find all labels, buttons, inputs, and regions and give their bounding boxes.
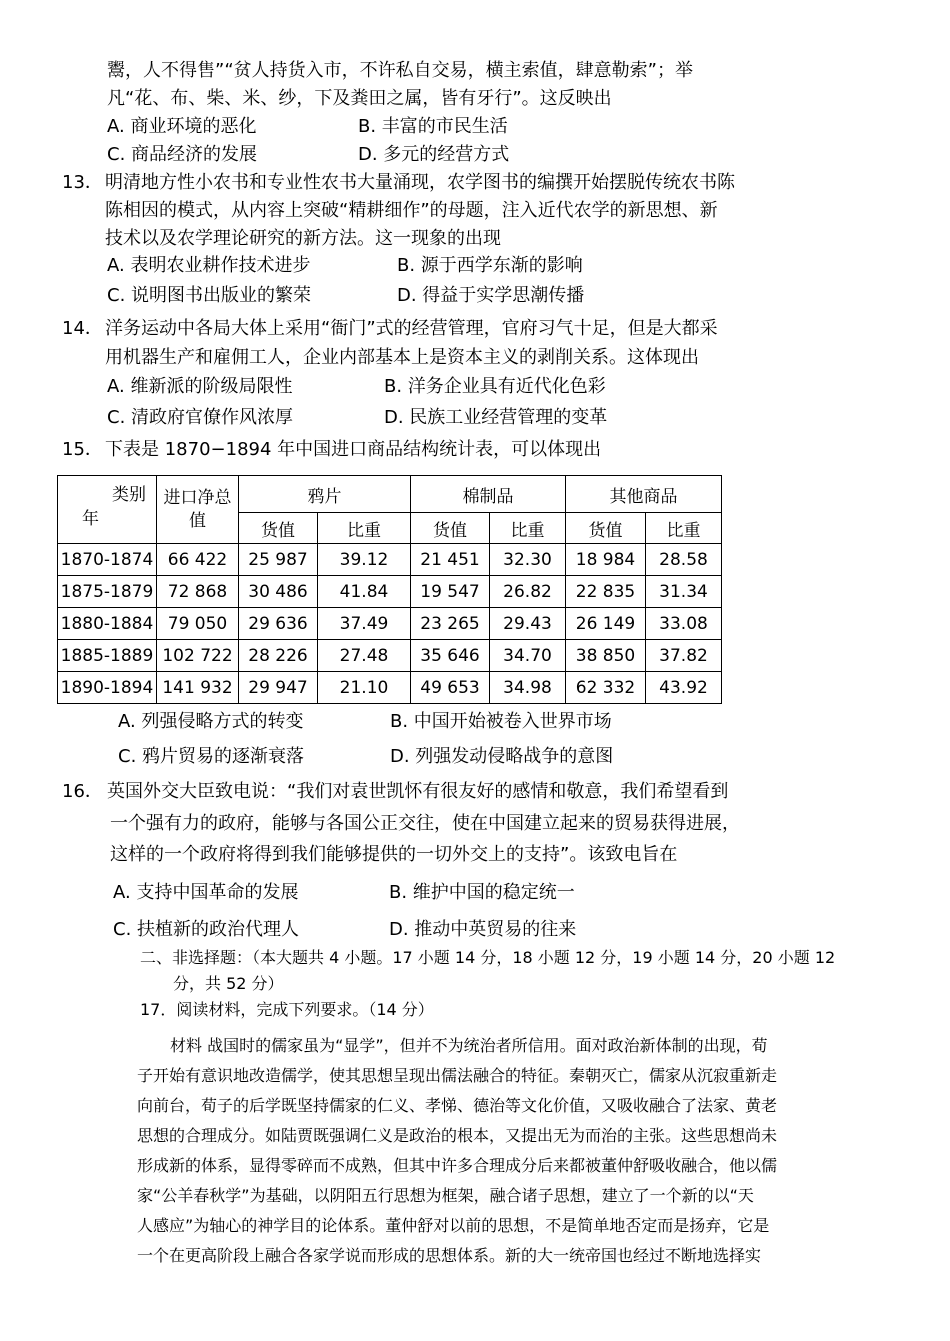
cell-net-total: 72 868: [157, 576, 239, 608]
q16-stem-line-2: 一个强有力的政府，能够与各国公正交往，使在中国建立起来的贸易获得进展，: [110, 813, 740, 834]
cell-period: 1875-1879: [58, 576, 157, 608]
cell-other-value: 26 149: [566, 608, 646, 640]
cell-period: 1885-1889: [58, 640, 157, 672]
header-other-goods: 其他商品: [566, 476, 722, 513]
q17-material-line: 思想的合理成分。如陆贾既强调仁义是政治的根本，又提出无为而治的主张。这些思想尚未: [137, 1126, 778, 1145]
cell-opium-share: 21.10: [318, 672, 411, 704]
q13-option-a[interactable]: A. 表明农业耕作技术进步: [107, 255, 311, 276]
q15-option-b[interactable]: B. 中国开始被卷入世界市场: [390, 711, 612, 732]
table-corner-cell: [58, 476, 157, 544]
cell-other-value: 38 850: [566, 640, 646, 672]
cell-cotton-share: 34.70: [490, 640, 566, 672]
q12-option-a[interactable]: A. 商业环境的恶化: [107, 116, 257, 137]
q12-stem-line-1: 鬻，人不得售”“贫人持货入市，不许私自交易，横主索值，肆意勒索”；举: [107, 60, 693, 81]
q14-option-d[interactable]: D. 民族工业经营管理的变革: [384, 407, 608, 428]
q14-stem-line-1: 洋务运动中各局大体上采用“衙门”式的经营管理，官府习气十足，但是大都采: [105, 318, 718, 339]
cell-period: 1890-1894: [58, 672, 157, 704]
cell-cotton-value: 49 653: [411, 672, 490, 704]
cell-net-total: 102 722: [157, 640, 239, 672]
cell-opium-value: 29 947: [239, 672, 318, 704]
q14-stem-line-2: 用机器生产和雇佣工人，企业内部基本上是资本主义的剥削关系。这体现出: [105, 347, 699, 368]
cell-net-total: 66 422: [157, 544, 239, 576]
subheader-share: 比重: [490, 513, 566, 544]
cell-cotton-share: 32.30: [490, 544, 566, 576]
q16-option-d[interactable]: D. 推动中英贸易的往来: [389, 919, 577, 940]
q17-material-line: 形成新的体系，显得零碎而不成熟，但其中许多合理成分后来都被董仲舒吸收融合，他以儒: [137, 1156, 778, 1175]
cell-opium-share: 41.84: [318, 576, 411, 608]
cell-cotton-value: 23 265: [411, 608, 490, 640]
q13-option-d[interactable]: D. 得益于实学思潮传播: [397, 285, 585, 306]
corner-label-year: 年: [82, 509, 99, 529]
q14-option-a[interactable]: A. 维新派的阶级局限性: [107, 376, 293, 397]
q17-material-line: 向前台，荀子的后学既坚持儒家的仁义、孝悌、德治等文化价值，又吸收融合了法家、黄老: [137, 1096, 778, 1115]
cell-other-share: 28.58: [646, 544, 722, 576]
q16-number: 16．: [62, 781, 103, 802]
q17-material-line: 家“公羊春秋学”为基础，以阴阳五行思想为框架，融合诸子思想，建立了一个新的以“天: [137, 1186, 754, 1205]
subheader-share: 比重: [646, 513, 722, 544]
cell-other-value: 62 332: [566, 672, 646, 704]
cell-period: 1870-1874: [58, 544, 157, 576]
cell-period: 1880-1884: [58, 608, 157, 640]
cell-opium-value: 25 987: [239, 544, 318, 576]
q15-option-c[interactable]: C. 鸦片贸易的逐渐衰落: [118, 746, 305, 767]
q13-stem-line-2: 陈相因的模式，从内容上突破“精耕细作”的母题，注入近代农学的新思想、新: [105, 200, 718, 221]
header-opium: 鸦片: [239, 476, 411, 513]
q12-option-d[interactable]: D. 多元的经营方式: [358, 144, 510, 165]
cell-opium-share: 37.49: [318, 608, 411, 640]
table-row: [58, 608, 722, 640]
header-cotton-goods: 棉制品: [411, 476, 566, 513]
q14-option-b[interactable]: B. 洋务企业具有近代化色彩: [384, 376, 606, 397]
cell-net-total: 79 050: [157, 608, 239, 640]
q16-option-c[interactable]: C. 扶植新的政治代理人: [113, 919, 300, 940]
cell-cotton-value: 21 451: [411, 544, 490, 576]
q17-heading: 17．阅读材料，完成下列要求。（14 分）: [140, 1000, 434, 1019]
table-row: [58, 576, 722, 608]
cell-other-value: 22 835: [566, 576, 646, 608]
q15-number: 15．: [62, 439, 103, 460]
q15-stem-line-1: 下表是 1870−1894 年中国进口商品结构统计表，可以体现出: [105, 439, 602, 460]
table-row: [58, 672, 722, 704]
subheader-value: 货值: [566, 513, 646, 544]
q15-option-d[interactable]: D. 列强发动侵略战争的意图: [390, 746, 614, 767]
table-row: [58, 640, 722, 672]
cell-opium-value: 29 636: [239, 608, 318, 640]
cell-opium-value: 28 226: [239, 640, 318, 672]
subheader-value: 货值: [239, 513, 318, 544]
subheader-value: 货值: [411, 513, 490, 544]
cell-cotton-value: 19 547: [411, 576, 490, 608]
cell-net-total: 141 932: [157, 672, 239, 704]
cell-other-share: 43.92: [646, 672, 722, 704]
q16-option-a[interactable]: A. 支持中国革命的发展: [113, 882, 299, 903]
q17-material-line: 人感应”为轴心的神学目的论体系。董仲舒对以前的思想，不是简单地否定而是扬弃，它是: [137, 1216, 770, 1235]
section-2-heading: 二、非选择题：（本大题共 4 小题。17 小题 14 分，18 小题 12 分，19 小题 14 分，20 小题 12: [140, 948, 836, 967]
cell-other-share: 37.82: [646, 640, 722, 672]
header-net-total: 进口净总值: [157, 476, 239, 544]
cell-cotton-value: 35 646: [411, 640, 490, 672]
cell-cotton-share: 26.82: [490, 576, 566, 608]
q13-option-c[interactable]: C. 说明图书出版业的繁荣: [107, 285, 312, 306]
corner-label-category: 类别: [112, 485, 146, 505]
import-structure-table: [57, 475, 722, 704]
q16-stem-line-3: 这样的一个政府将得到我们能够提供的一切外交上的支持”。该致电旨在: [110, 844, 678, 865]
cell-opium-value: 30 486: [239, 576, 318, 608]
cell-opium-share: 39.12: [318, 544, 411, 576]
subheader-share: 比重: [318, 513, 411, 544]
q17-material-line: 材料 战国时的儒家虽为“显学”，但并不为统治者所信用。面对政治新体制的出现，荀: [170, 1036, 768, 1055]
q17-material-line: 子开始有意识地改造儒学，使其思想呈现出儒法融合的特征。秦朝灭亡，儒家从沉寂重新走: [137, 1066, 778, 1085]
q12-option-b[interactable]: B. 丰富的市民生活: [358, 116, 508, 137]
q14-number: 14．: [62, 318, 103, 339]
q13-option-b[interactable]: B. 源于西学东渐的影响: [397, 255, 583, 276]
cell-other-value: 18 984: [566, 544, 646, 576]
q17-material-line: 一个在更高阶段上融合各家学说而形成的思想体系。新的大一统帝国也经过不断地选择实: [137, 1246, 762, 1265]
q12-stem-line-2: 凡“花、布、柴、米、纱，下及粪田之属，皆有牙行”。这反映出: [107, 88, 612, 109]
cell-other-share: 33.08: [646, 608, 722, 640]
q13-number: 13．: [62, 172, 103, 193]
q13-stem-line-1: 明清地方性小农书和专业性农书大量涌现，农学图书的编撰开始摆脱传统农书陈: [105, 172, 735, 193]
q16-stem-line-1: 英国外交大臣致电说：“我们对袁世凯怀有很友好的感情和敬意，我们希望看到: [107, 781, 729, 802]
q16-option-b[interactable]: B. 维护中国的稳定统一: [389, 882, 575, 903]
cell-opium-share: 27.48: [318, 640, 411, 672]
q13-stem-line-3: 技术以及农学理论研究的新方法。这一现象的出现: [105, 228, 501, 249]
q12-option-c[interactable]: C. 商品经济的发展: [107, 144, 258, 165]
cell-other-share: 31.34: [646, 576, 722, 608]
q14-option-c[interactable]: C. 清政府官僚作风浓厚: [107, 407, 294, 428]
cell-cotton-share: 34.98: [490, 672, 566, 704]
cell-cotton-share: 29.43: [490, 608, 566, 640]
section-2-heading-cont: 分，共 52 分）: [173, 974, 284, 993]
q15-option-a[interactable]: A. 列强侵略方式的转变: [118, 711, 304, 732]
table-row: [58, 544, 722, 576]
